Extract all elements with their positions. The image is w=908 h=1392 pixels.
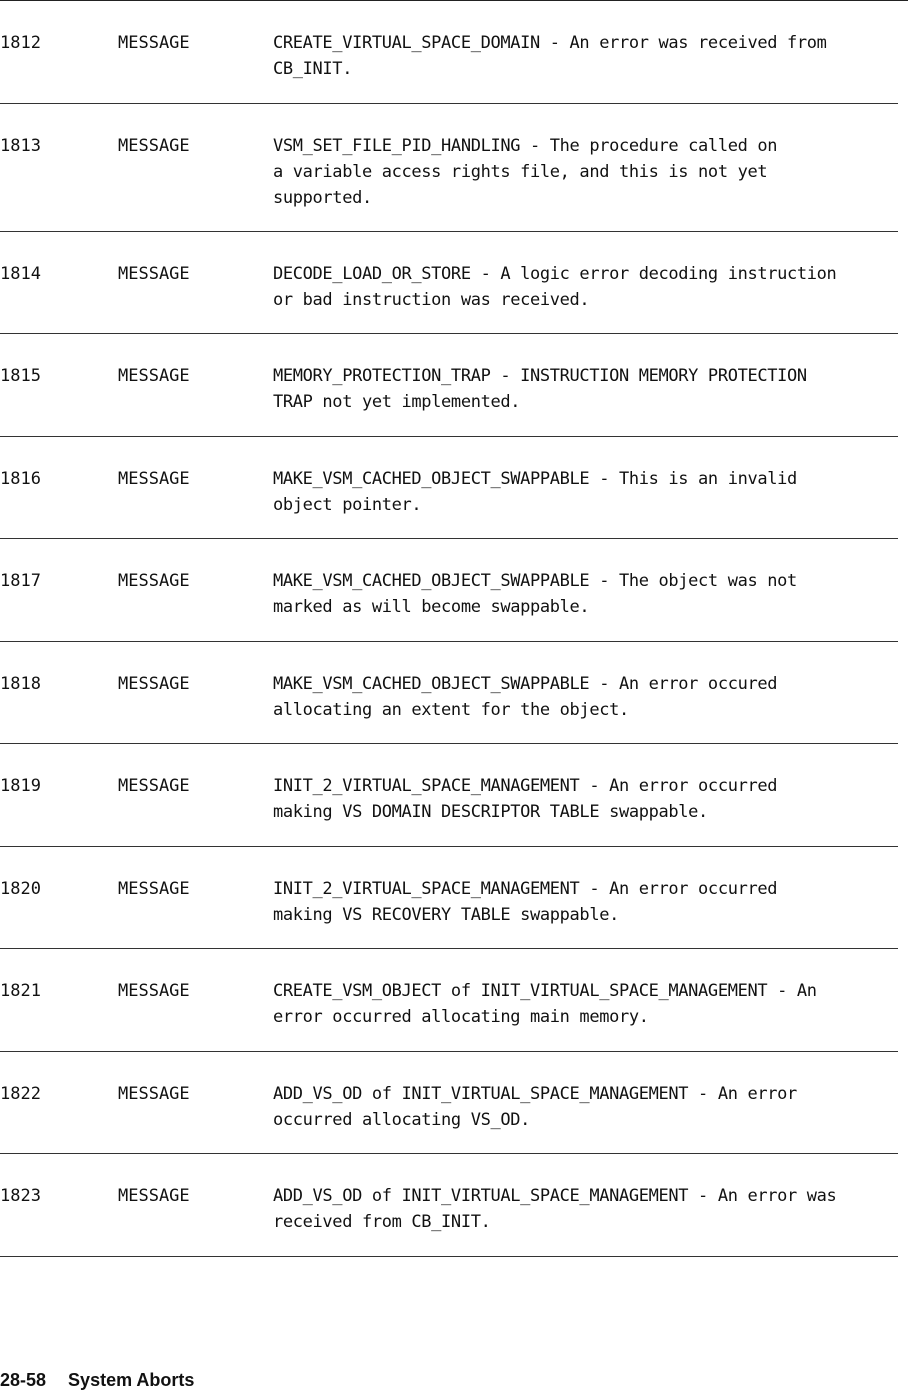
abort-description <box>273 876 903 928</box>
abort-description <box>273 773 903 825</box>
message-entry-1816 <box>0 437 898 540</box>
description-line: ADD_VS_OD of INIT_VIRTUAL_SPACE_MANAGEMENT - An error was <box>273 1186 837 1206</box>
abort-message-list <box>0 1 898 1257</box>
description-line: or bad instruction was received. <box>273 289 590 310</box>
abort-description <box>273 978 903 1030</box>
description-line: VSM_SET_FILE_PID_HANDLING - The procedure called on <box>273 135 778 156</box>
abort-code: 1822 <box>0 1083 41 1104</box>
abort-code: 1823 <box>0 1186 41 1206</box>
abort-code: 1820 <box>0 878 41 899</box>
message-entry-1822 <box>0 1052 898 1155</box>
abort-description <box>273 466 903 518</box>
abort-code: 1815 <box>0 366 41 386</box>
abort-type: MESSAGE <box>118 468 190 489</box>
message-entry-1815 <box>0 334 898 437</box>
description-line: MAKE_VSM_CACHED_OBJECT_SWAPPABLE - This is an invalid <box>273 468 797 489</box>
description-line: CB_INIT. <box>273 59 353 79</box>
abort-type: MESSAGE <box>118 1186 190 1206</box>
description-line: DECODE_LOAD_OR_STORE - A logic error decoding instruction <box>273 263 837 284</box>
description-line: received from CB_INIT. <box>273 1212 491 1232</box>
description-line: MAKE_VSM_CACHED_OBJECT_SWAPPABLE - The object was not <box>273 571 797 591</box>
abort-description <box>273 363 903 415</box>
abort-type: MESSAGE <box>118 366 190 386</box>
abort-type: MESSAGE <box>118 878 190 899</box>
abort-type: MESSAGE <box>118 263 190 284</box>
description-line: error occurred allocating main memory. <box>273 1007 649 1027</box>
abort-description <box>273 133 903 211</box>
abort-code: 1816 <box>0 468 41 489</box>
abort-type: MESSAGE <box>118 776 190 796</box>
message-entry-1821 <box>0 949 898 1052</box>
abort-code: 1819 <box>0 776 41 796</box>
description-line: MEMORY_PROTECTION_TRAP - INSTRUCTION MEMORY PROTECTION <box>273 366 807 386</box>
message-entry-1813 <box>0 104 898 232</box>
description-line: TRAP not yet implemented. <box>273 392 521 412</box>
message-entry-1818 <box>0 642 898 745</box>
abort-type: MESSAGE <box>118 981 190 1001</box>
description-line: marked as will become swappable. <box>273 597 590 617</box>
message-entry-1817 <box>0 539 898 642</box>
page-number: 28-58 <box>0 1370 47 1390</box>
abort-code: 1813 <box>0 135 41 156</box>
description-line: CREATE_VIRTUAL_SPACE_DOMAIN - An error was received from <box>273 33 827 53</box>
description-line: INIT_2_VIRTUAL_SPACE_MANAGEMENT - An error occurred <box>273 878 778 899</box>
message-entry-1814 <box>0 232 898 335</box>
abort-type: MESSAGE <box>118 33 190 53</box>
abort-description <box>273 30 903 82</box>
message-entry-1819 <box>0 744 898 847</box>
abort-code: 1817 <box>0 571 41 591</box>
abort-description <box>273 1183 903 1235</box>
page-footer <box>0 1368 194 1392</box>
description-line: object pointer. <box>273 494 422 515</box>
abort-code: 1814 <box>0 263 41 284</box>
description-line: a variable access rights file, and this is not yet <box>273 161 768 182</box>
message-entry-1820 <box>0 847 898 950</box>
description-line: supported. <box>273 187 372 208</box>
description-line: allocating an extent for the object. <box>273 699 629 720</box>
description-line: MAKE_VSM_CACHED_OBJECT_SWAPPABLE - An error occured <box>273 673 778 694</box>
description-line: making VS DOMAIN DESCRIPTOR TABLE swappable. <box>273 802 708 822</box>
abort-type: MESSAGE <box>118 135 190 156</box>
abort-description <box>273 671 903 723</box>
description-line: making VS RECOVERY TABLE swappable. <box>273 904 619 925</box>
abort-type: MESSAGE <box>118 673 190 694</box>
abort-description <box>273 568 903 620</box>
description-line: INIT_2_VIRTUAL_SPACE_MANAGEMENT - An error occurred <box>273 776 778 796</box>
abort-type: MESSAGE <box>118 1083 190 1104</box>
description-line: CREATE_VSM_OBJECT of INIT_VIRTUAL_SPACE_MANAGEMENT - An <box>273 981 817 1001</box>
abort-code: 1818 <box>0 673 41 694</box>
abort-description <box>273 1081 903 1133</box>
description-line: ADD_VS_OD of INIT_VIRTUAL_SPACE_MANAGEMENT - An error <box>273 1083 797 1104</box>
description-line: occurred allocating VS_OD. <box>273 1109 531 1130</box>
abort-description <box>273 261 903 313</box>
section-title: System Aborts <box>68 1370 195 1390</box>
message-entry-1823 <box>0 1154 898 1257</box>
abort-code: 1812 <box>0 33 41 53</box>
abort-code: 1821 <box>0 981 41 1001</box>
abort-type: MESSAGE <box>118 571 190 591</box>
message-entry-1812 <box>0 1 898 104</box>
